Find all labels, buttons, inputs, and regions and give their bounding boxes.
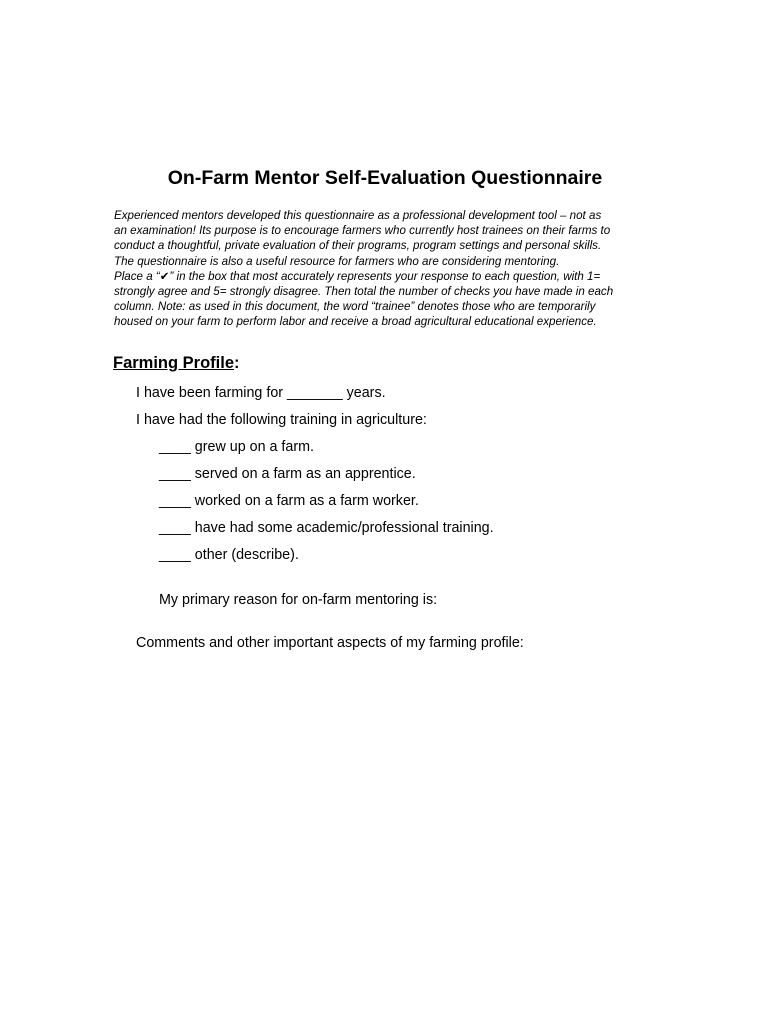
training-item-other: ____ other (describe).	[159, 547, 299, 563]
intro-line: housed on your farm to perform labor and receive a broad agricultural educational experience.	[114, 315, 597, 329]
comments-line: Comments and other important aspects of my farming profile:	[136, 635, 524, 651]
page-title: On-Farm Mentor Self-Evaluation Questionnaire	[167, 167, 603, 189]
intro-line: Place a “✔” in the box that most accurately represents your response to each question, with 1=	[114, 269, 601, 283]
training-item-farm-worker: ____ worked on a farm as a farm worker.	[159, 493, 419, 509]
primary-reason-line: My primary reason for on-farm mentoring is:	[159, 592, 438, 608]
training-item-grew-up: ____ grew up on a farm.	[159, 439, 314, 455]
intro-line: column. Note: as used in this document, the word “trainee” denotes those who are temporarily	[114, 300, 596, 314]
training-item-academic: ____ have had some academic/professional training.	[159, 520, 494, 536]
section-heading-label: Farming Profile	[113, 354, 235, 372]
section-heading-colon: :	[234, 354, 240, 372]
intro-line: conduct a thoughtful, private evaluation of their programs, program settings and personal skills.	[114, 239, 602, 253]
intro-line: an examination! Its purpose is to encourage farmers who currently host trainees on their farms to	[114, 224, 611, 238]
training-intro-line: I have had the following training in agriculture:	[136, 412, 427, 428]
intro-line: The questionnaire is also a useful resource for farmers who are considering mentoring.	[114, 254, 560, 268]
section-heading-farming-profile	[113, 352, 240, 374]
farming-years-line: I have been farming for _______ years.	[136, 385, 386, 401]
intro-paragraph	[114, 208, 674, 330]
training-item-apprentice: ____ served on a farm as an apprentice.	[159, 466, 416, 482]
intro-line: Experienced mentors developed this questionnaire as a professional development tool – not as	[114, 209, 602, 222]
intro-line: strongly agree and 5= strongly disagree. Then total the number of checks you have made in each	[114, 285, 614, 299]
